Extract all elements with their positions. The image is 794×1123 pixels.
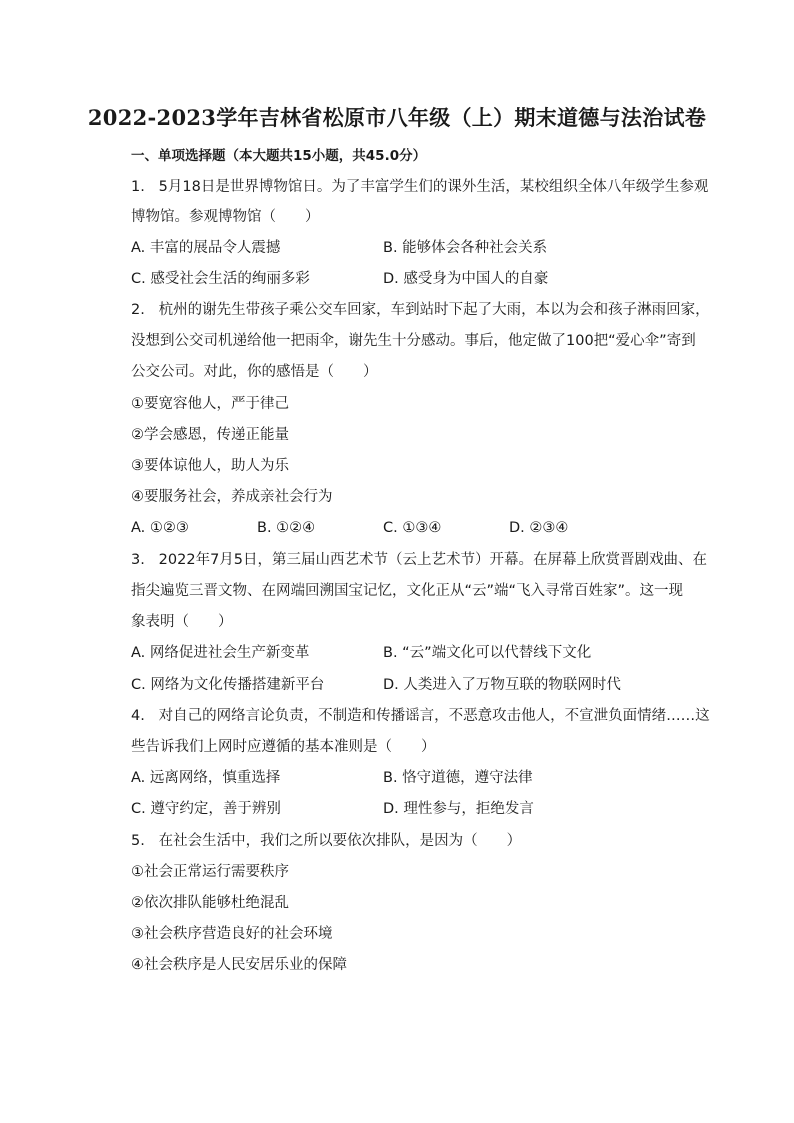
q2-option-c: C. ①③④ xyxy=(383,520,442,536)
q5-stem-line1: 5. 在社会生活中，我们之所以要依次排队，是因为（ ） xyxy=(131,833,522,849)
q4-stem-line2: 些告诉我们上网时应遵循的基本准则是（ ） xyxy=(131,739,436,755)
q4-option-d: D. 理性参与，拒绝发言 xyxy=(383,801,534,817)
q5-statement-4: ④社会秩序是人民安居乐业的保障 xyxy=(131,957,347,973)
q2-statement-1: ①要宽容他人，严于律己 xyxy=(131,396,289,412)
q1-option-d: D. 感受身为中国人的自豪 xyxy=(383,271,549,287)
q3-stem-line3: 象表明（ ） xyxy=(131,614,233,630)
section-heading: 一、单项选择题（本大题共15小题，共45.0分） xyxy=(131,148,427,164)
q2-option-d: D. ②③④ xyxy=(509,520,569,536)
q1-option-c: C. 感受社会生活的绚丽多彩 xyxy=(131,271,310,287)
q3-stem-line2: 指尖遍览三晋文物、在网端回溯国宝记忆，文化正从“云”端“飞入寻常百姓家”。这一现 xyxy=(131,583,684,599)
q2-statement-4: ④要服务社会，养成亲社会行为 xyxy=(131,489,333,505)
q4-option-a: A. 远离网络，慎重选择 xyxy=(131,770,281,786)
q2-option-b: B. ①②④ xyxy=(257,520,316,536)
q3-option-d: D. 人类进入了万物互联的物联网时代 xyxy=(383,677,621,693)
q1-stem-line1: 1. 5月18日是世界博物馆日。为了丰富学生们的课外生活，某校组织全体八年级学生参观 xyxy=(131,179,709,195)
q1-option-a: A. 丰富的展品令人震撼 xyxy=(131,240,281,256)
q1-stem-line2: 博物馆。参观博物馆（ ） xyxy=(131,209,320,225)
q4-stem-line1: 4. 对自己的网络言论负责，不制造和传播谣言，不恶意攻击他人，不宣泄负面情绪……这 xyxy=(131,708,710,724)
q3-option-c: C. 网络为文化传播搭建新平台 xyxy=(131,677,325,693)
q2-statement-3: ③要体谅他人，助人为乐 xyxy=(131,458,289,474)
q2-stem-line3: 公交公司。对此，你的感悟是（ ） xyxy=(131,364,378,380)
q2-stem-line1: 2. 杭州的谢先生带孩子乘公交车回家，车到站时下起了大雨，本以为会和孩子淋雨回家， xyxy=(131,302,710,318)
q3-option-b: B. “云”端文化可以代替线下文化 xyxy=(383,645,592,661)
q3-option-a: A. 网络促进社会生产新变革 xyxy=(131,645,310,661)
q4-option-b: B. 恪守道德，遵守法律 xyxy=(383,770,533,786)
q1-option-b: B. 能够体会各种社会关系 xyxy=(383,240,548,256)
page-title: 2022-2023学年吉林省松原市八年级（上）期末道德与法治试卷 xyxy=(87,105,707,130)
q4-option-c: C. 遵守约定，善于辨别 xyxy=(131,801,281,817)
q5-statement-1: ①社会正常运行需要秩序 xyxy=(131,864,289,880)
q5-statement-3: ③社会秩序营造良好的社会环境 xyxy=(131,926,333,942)
q2-statement-2: ②学会感恩，传递正能量 xyxy=(131,427,289,443)
q2-stem-line2: 没想到公交司机递给他一把雨伞，谢先生十分感动。事后，他定做了100把“爱心伞”寄到 xyxy=(131,333,696,349)
q2-option-a: A. ①②③ xyxy=(131,520,189,536)
q5-statement-2: ②依次排队能够杜绝混乱 xyxy=(131,895,289,911)
q3-stem-line1: 3. 2022年7月5日，第三届山西艺术节（云上艺术节）开幕。在屏幕上欣赏晋剧戏曲、在 xyxy=(131,552,708,568)
